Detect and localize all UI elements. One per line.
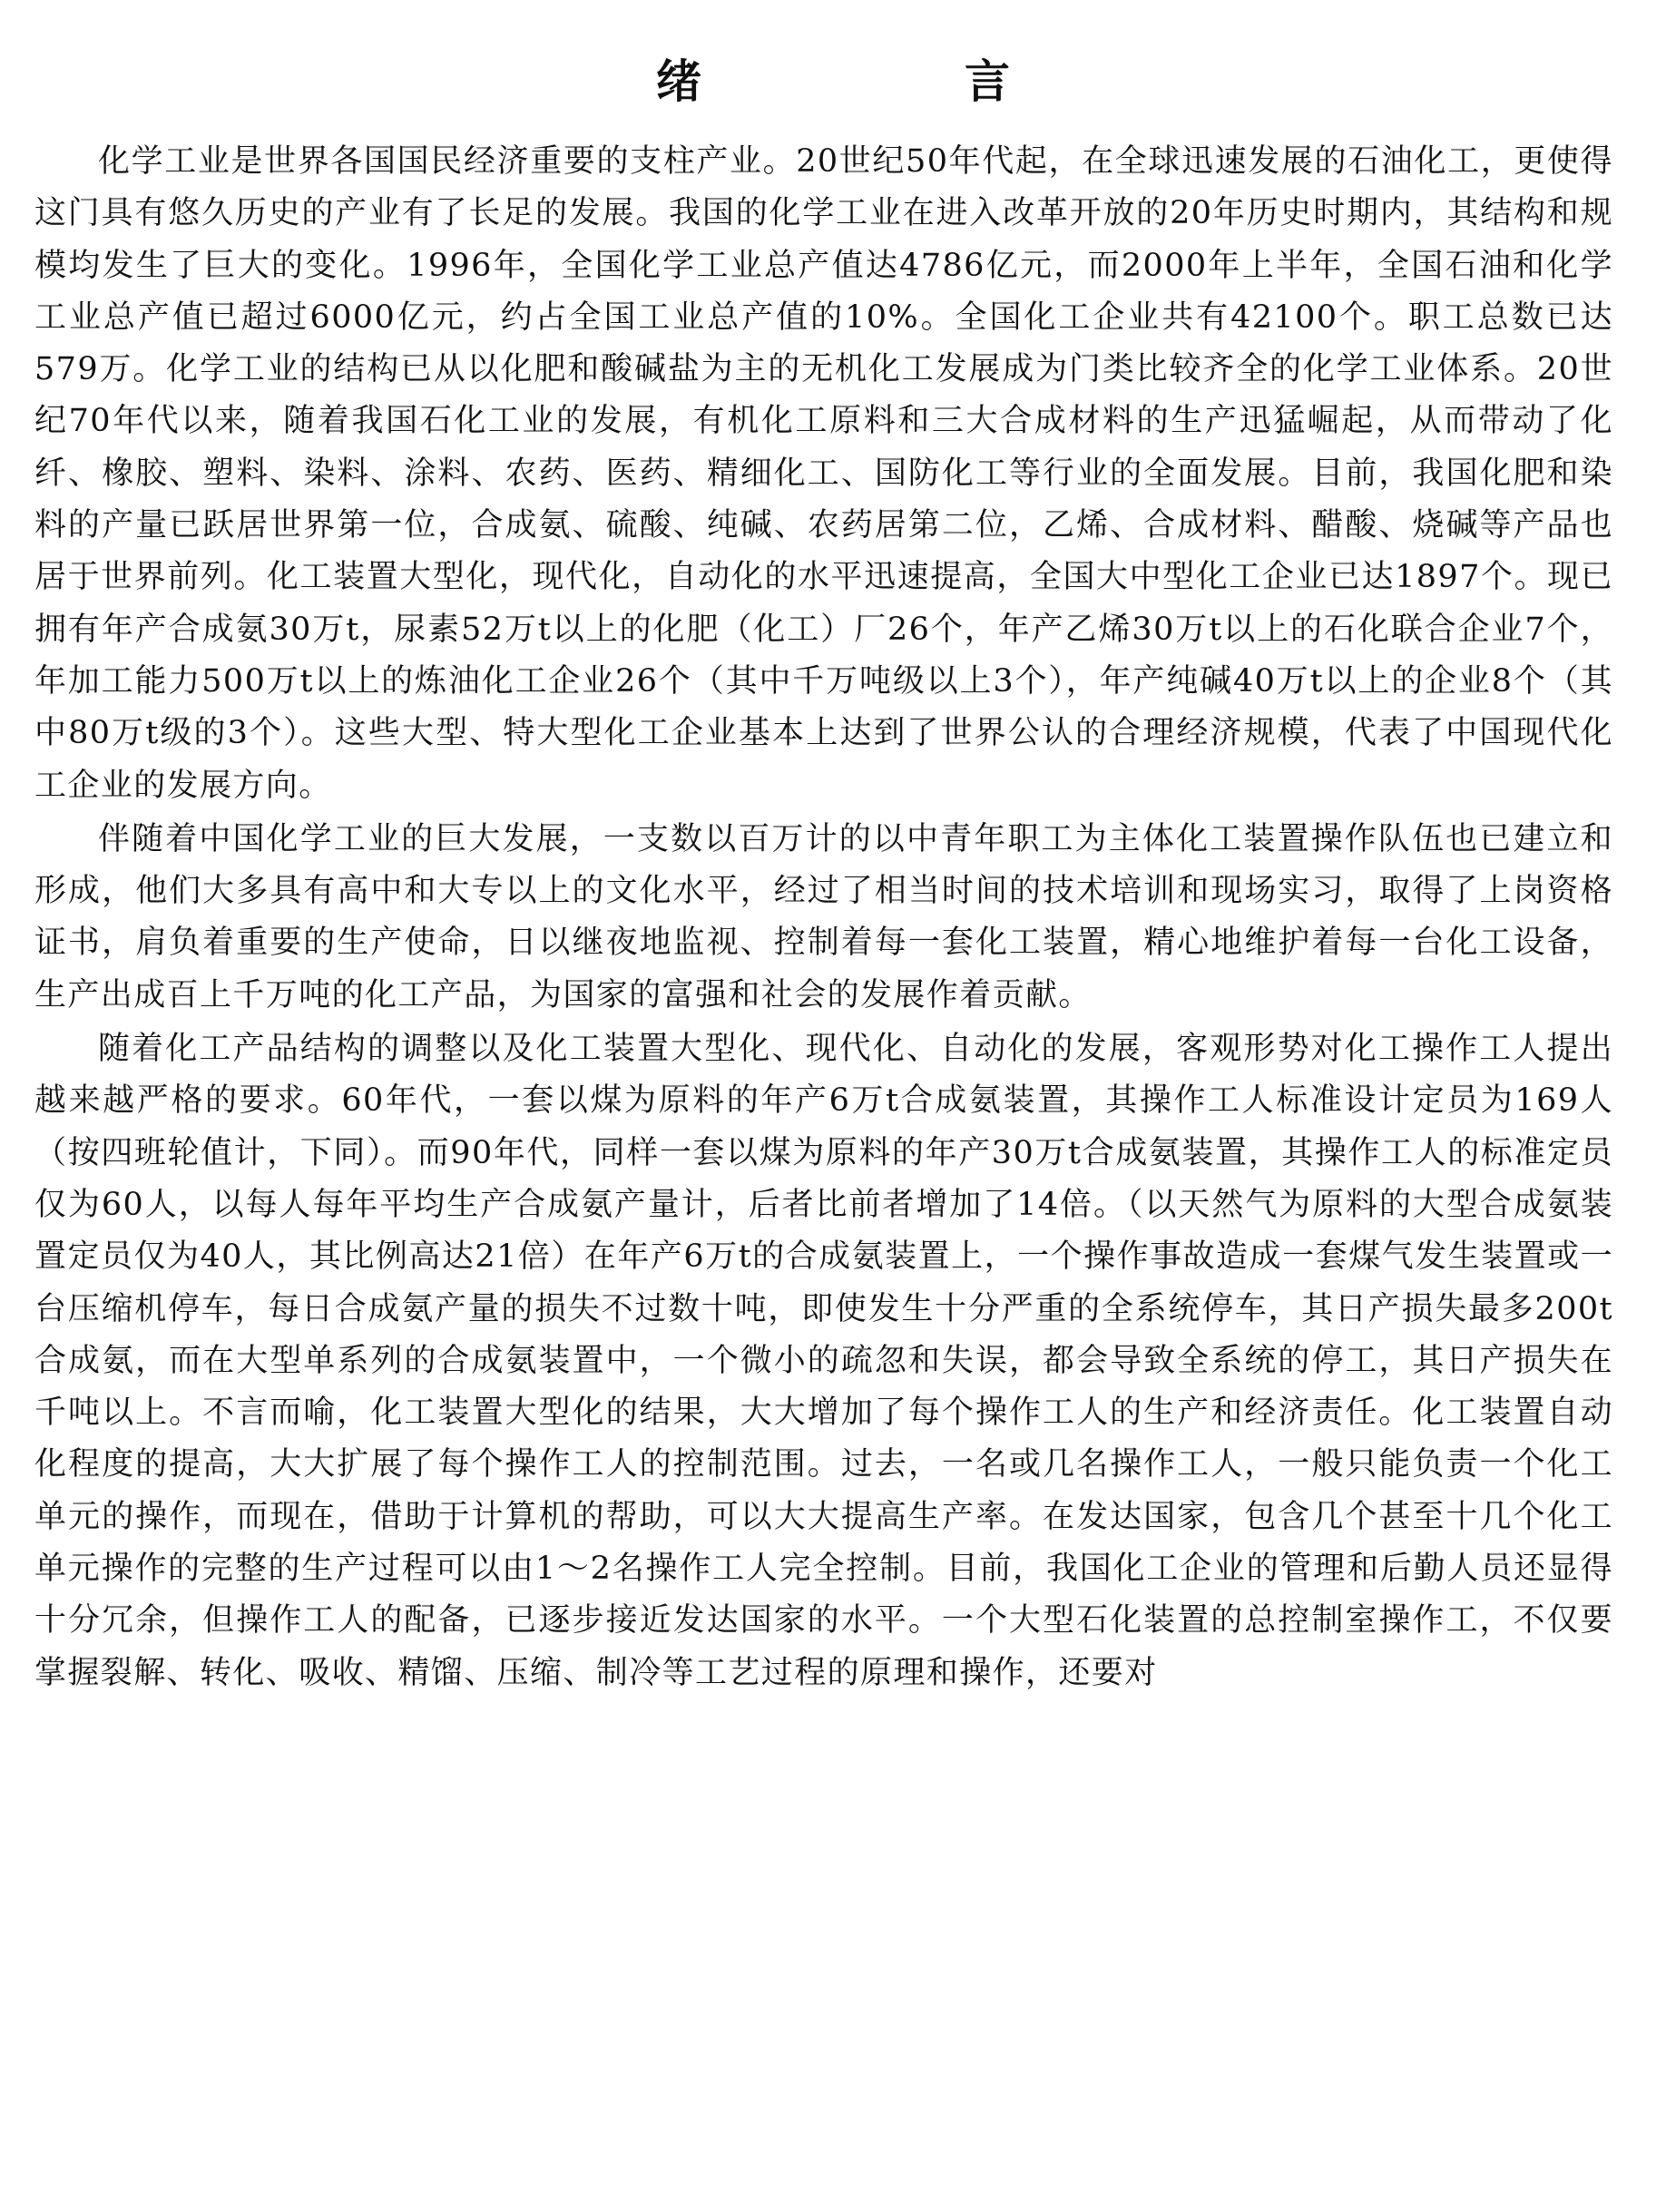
page-title: 绪 言: [656, 54, 1119, 108]
paragraph-3: 随着化工产品结构的调整以及化工装置大型化、现代化、自动化的发展，客观形势对化工操作工人提出越来越严格的要求。60年代，一套以煤为原料的年产6万t合成氨装置，其操作工人标准设计定员为169人（按四班轮值计，下同）。而90年代，同样一套以煤为原料的年产30万t合成氨装置，其操作工人的标准定员仅为60人，以每人每年平均生产合成氨产量计，后者比前者增加了14倍。（以天然气为原料的大型合成氨装置定员仅为40人，其比例高达21倍）在年产6万t的合成氨装置上，一个操作事故造成一套煤气发生装置或一台压缩机停车，每日合成氨产量的损失不过数十吨，即使发生十分严重的全系统停车，其日产损失最多200t合成氨，而在大型单系列的合成氨装置中，一个微小的疏忽和失误，都会导致全系统的停工，其日产损失在千吨以上。不言而喻，化工装置大型化的结果，大大增加了每个操作工人的生产和经济责任。化工装置自动化程度的提高，大大扩展了每个操作工人的控制范围。过去，一名或几名操作工人，一般只能负责一个化工单元的操作，而现在，借助于计算机的帮助，可以大大提高生产率。在发达国家，包含几个甚至十几个化工单元操作的完整的生产过程可以由1～2名操作工人完全控制。目前，我国化工企业的管理和后勤人员还显得十分冗余，但操作工人的配备，已逐步接近发达国家的水平。一个大型石化装置的总控制室操作工，不仅要掌握裂解、转化、吸收、精馏、压缩、制冷等工艺过程的原理和操作，还要对: [34, 1031, 1613, 1691]
paragraph-2: 伴随着中国化学工业的巨大发展，一支数以百万计的以中青年职工为主体化工装置操作队伍也已建立和形成，他们大多具有高中和大专以上的文化水平，经过了相当时间的技术培训和现场实习，取得了上岗资格证书，肩负着重要的生产使命，日以继夜地监视、控制着每一套化工装置，精心地维护着每一台化工设备，生产出成百上千万吨的化工产品，为国家的富强和社会的发展作着贡献。: [34, 820, 1613, 1013]
body-text: [34, 136, 1613, 1699]
paragraph-1: 化学工业是世界各国国民经济重要的支柱产业。20世纪50年代起，在全球迅速发展的石油化工，更使得这门具有悠久历史的产业有了长足的发展。我国的化学工业在进入改革开放的20年历史时期内，其结构和规模均发生了巨大的变化。1996年，全国化学工业总产值达4786亿元，而2000年上半年，全国石油和化学工业总产值已超过6000亿元，约占全国工业总产值的10%。全国化工企业共有42100个。职工总数已达579万。化学工业的结构已从以化肥和酸碱盐为主的无机化工发展成为门类比较齐全的化学工业体系。20世纪70年代以来，随着我国石化工业的发展，有机化工原料和三大合成材料的生产迅猛崛起，从而带动了化纤、橡胶、塑料、染料、涂料、农药、医药、精细化工、国防化工等行业的全面发展。目前，我国化肥和染料的产量已跃居世界第一位，合成氨、硫酸、纯碱、农药居第二位，乙烯、合成材料、醋酸、烧碱等产品也居于世界前列。化工装置大型化，现代化，自动化的水平迅速提高，全国大中型化工企业已达1897个。现已拥有年产合成氨30万t，尿素52万t以上的化肥（化工）厂26个，年产乙烯30万t以上的石化联合企业7个，年加工能力500万t以上的炼油化工企业26个（其中千万吨级以上3个），年产纯碱40万t以上的企业8个（其中80万t级的3个）。这些大型、特大型化工企业基本上达到了世界公认的合理经济规模，代表了中国现代化工企业的发展方向。: [34, 143, 1613, 804]
